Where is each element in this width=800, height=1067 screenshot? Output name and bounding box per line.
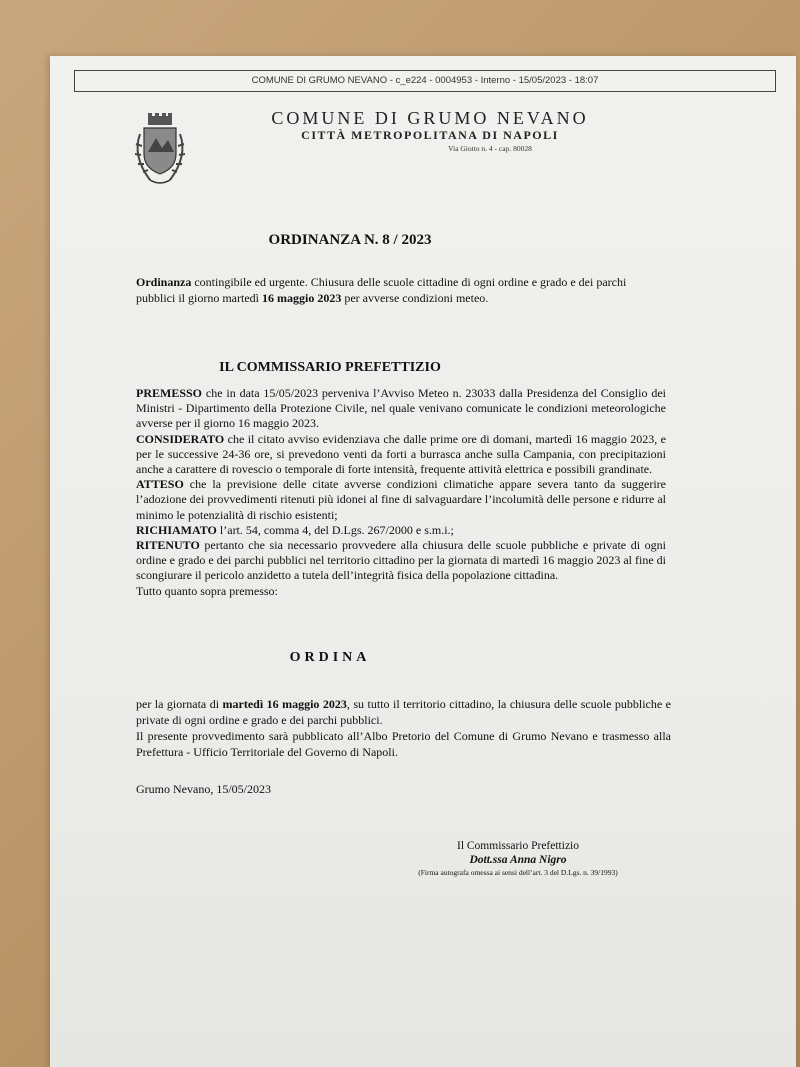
order-text-2: , su tutto il territorio cittadino, la chiusura delle scuole pubbliche e private di ogni ordine e grado e dei parchi pubblici. <box>136 697 672 727</box>
order-section <box>136 696 671 760</box>
order-text <box>136 696 671 728</box>
subject-text-2: per avverse condizioni meteo. <box>341 291 489 305</box>
letterhead <box>240 108 620 153</box>
comune-name: COMUNE DI GRUMO NEVANO <box>271 108 589 128</box>
protocol-stamp: COMUNE DI GRUMO NEVANO - c_e224 - 0004953 - Interno - 15/05/2023 - 18:07 <box>74 70 776 92</box>
premises-section <box>136 386 666 599</box>
premise-text: che la previsione delle citate avverse condizioni climatiche appare severa tanto da suggerire l’adozione dei provvedimenti ritenuti più idonei al fine di salvaguardare l’incolumità delle persone e ridurre al minimo le potenzialità di rischio esistenti; <box>136 477 666 522</box>
signature-role: Il Commissario Prefettizio <box>456 840 579 852</box>
signature-block <box>390 840 646 877</box>
ordinance-subject <box>136 274 656 306</box>
premises-closing: Tutto quanto sopra premesso: <box>136 583 278 598</box>
premise-text: l’art. 54, comma 4, del D.Lgs. 267/2000 e s.m.i.; <box>216 522 454 537</box>
premise-text: che il citato avviso evidenziava che dalle prime ore di domani, martedì 16 maggio 2023, e per le successive 24-36 ore, si prevedono venti da forti a burrasca anche sulla Campania, con precipitazioni anche a carattere di rovescio o temporale di forte intensità, frequente attività elettrica e possibili grandinate. <box>136 431 666 477</box>
document-page <box>50 56 796 1067</box>
order-publication: Il presente provvedimento sarà pubblicato all’Albo Pretorio del Comune di Grumo Nevano e trasmesso alla Prefettura - Ufficio Territoriale del Governo di Napoli. <box>136 729 671 759</box>
subject-lead: Ordinanza <box>136 275 192 289</box>
premise-ritenuto <box>136 538 666 584</box>
order-title: ORDINA <box>289 650 371 665</box>
premise-considerato <box>136 432 666 478</box>
citta-metropolitana: CITTÀ METROPOLITANA DI NAPOLI <box>301 128 559 142</box>
subject-date: 16 maggio 2023 <box>261 291 342 305</box>
premise-keyword: ATTESO <box>136 477 184 492</box>
order-text-1: per la giornata di <box>136 697 223 711</box>
premise-keyword: RICHIAMATO <box>136 522 217 537</box>
signature-note: (Firma autografa omessa ai sensi dell’art. 3 del D.Lgs. n. 39/1993) <box>418 868 618 877</box>
premise-text: pertanto che sia necessario provvedere alla chiusura delle scuole pubbliche e private di ogni ordine e grado e dei parchi pubblici nel territorio cittadino per la giornata di martedì 16 maggio 2023 al fine di scongiurare il pericolo anzidetto a tutela dell’integrità fisica della popolazione cittadina. <box>136 538 666 583</box>
premise-keyword: RITENUTO <box>136 538 200 553</box>
place-date: Grumo Nevano, 15/05/2023 <box>136 782 271 796</box>
premise-richiamato <box>136 523 666 538</box>
signature-name: Dott.ssa Anna Nigro <box>469 854 567 866</box>
authority-title: IL COMMISSARIO PREFETTIZIO <box>219 360 441 375</box>
premise-premesso <box>136 386 666 432</box>
ordinance-title: ORDINANZA N. 8 / 2023 <box>268 232 432 248</box>
premise-text: che in data 15/05/2023 perveniva l’Avviso Meteo n. 23033 dalla Presidenza del Consiglio dei Ministri - Dipartimento della Protezione Civile, nel quale venivano comunicate le condizioni meteorologiche avverse per il giorno 16 maggio 2023. <box>136 386 666 431</box>
subject-text-1: contingibile ed urgente. Chiusura delle scuole cittadine di ogni ordine e grado e dei parchi pubblici il giorno martedì <box>136 275 627 305</box>
premise-keyword: PREMESSO <box>136 386 203 400</box>
comune-address: Via Giotto n. 4 - cap. 80028 <box>448 144 532 153</box>
municipal-crest-icon <box>130 112 190 192</box>
premise-atteso <box>136 477 666 523</box>
premise-keyword: CONSIDERATO <box>136 431 225 446</box>
order-date: martedì 16 maggio 2023 <box>222 697 347 711</box>
